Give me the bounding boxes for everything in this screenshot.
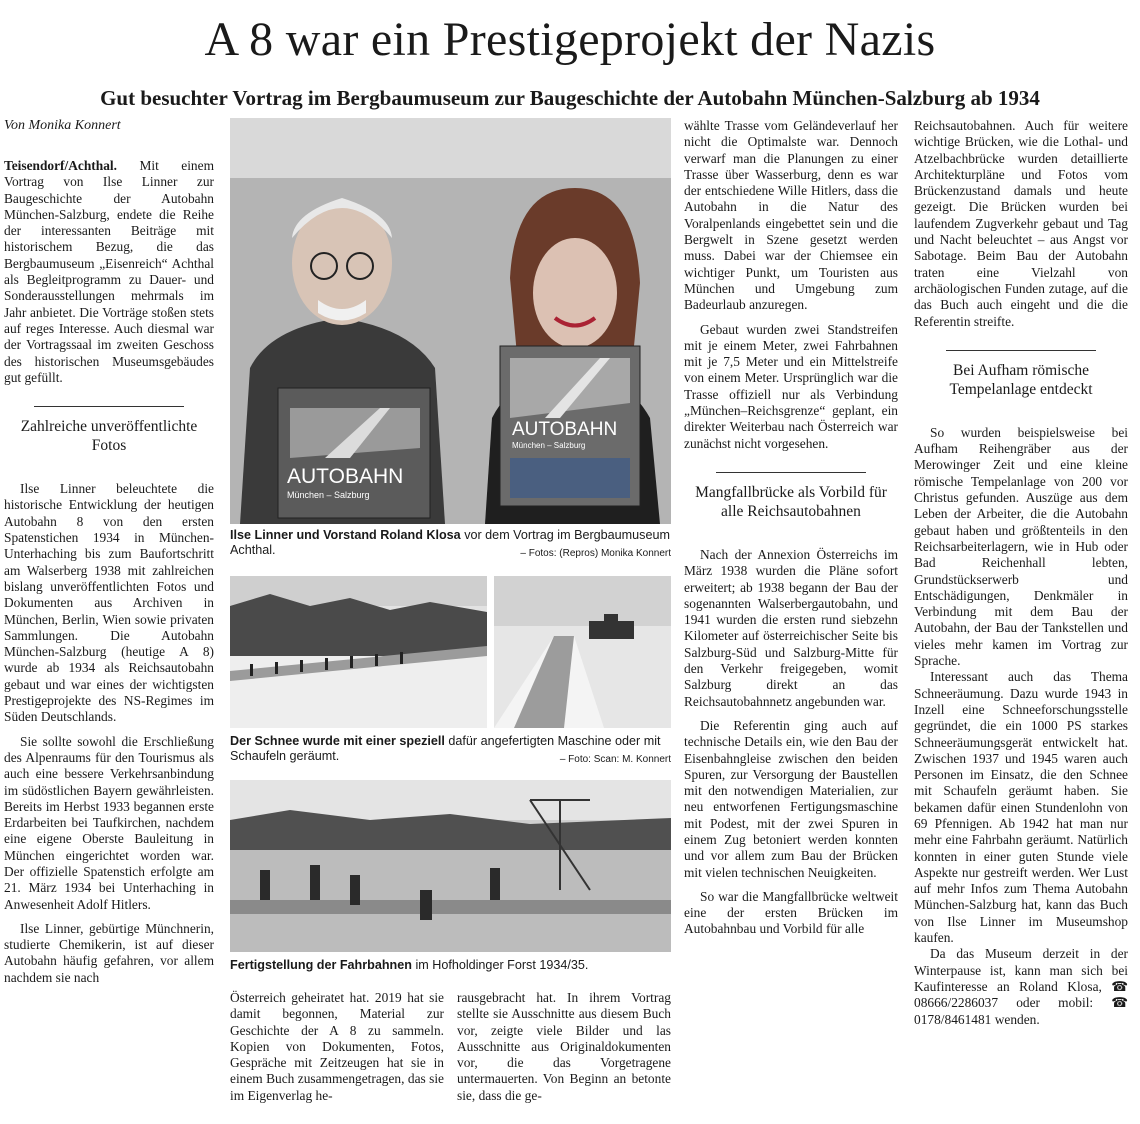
caption-bold: Ilse Linner und Vorstand Roland Klosa <box>230 528 461 542</box>
subheadline: Gut besuchter Vortrag im Bergbaumuseum zur Baugeschichte der Autobahn München-Salzburg ab 1934 <box>100 86 1040 110</box>
paragraph: Da das Museum derzeit in der Winterpause ist, kann man sich bei Kaufinteresse an Roland Klosa, ☎ 08666/2286037 oder mobil: ☎ 0178/8461481 wenden. <box>914 946 1128 1027</box>
book-subtitle-left: München – Salzburg <box>287 490 370 500</box>
paragraph: rausgebracht hat. In ihrem Vortrag stellte sie Ausschnitte aus diesem Buch vor, zeigte viele Bilder und las Ausschnitte aus Originaldokumenten vor, die das Vorgetragene untermauerten. Von Beginn an betonte sie, dass die ge- <box>457 990 671 1103</box>
book-subtitle-right: München – Salzburg <box>512 441 586 450</box>
paragraph: Die Referentin ging auch auf technische Details ein, wie den Bau der Eisenbahngleise zwischen den beiden Spuren, zur Versorgung der Baustellen mit den notwendigen Materialien, zur neu entworfenen Fertigungsmaschine mit Podest, mit der zwei Spuren in einem Zug betoniert werden konnten und vor allem zum Bau der Brücken mit vielen technischen Neuigkeiten. <box>684 717 898 880</box>
book-title-right: AUTOBAHN <box>512 419 618 440</box>
subheading-mangfall <box>684 472 898 521</box>
dateline: Teisendorf/Achthal. <box>4 158 117 173</box>
caption-text: im Hofholdinger Forst 1934/35. <box>415 958 589 972</box>
subheading-text: Bei Aufham römische Tempelanlage entdeckt <box>949 361 1093 398</box>
subheading-text: Mangfallbrücke als Vorbild für alle Reichsautobahnen <box>695 483 887 520</box>
credit-photo1: – Fotos: (Repros) Monika Konnert <box>520 548 671 559</box>
paragraph: Ilse Linner beleuchtete die historische Entwicklung der heutigen Autobahn 8 von den ersten Spatenstichen 1934 in München-Unterhaching bis zum Baufortschritt am Walserberg 1938 mit zahlreichen bislang unveröffentlichten Fotos und Dokumenten aus Archiven in München, Berlin, Wien sowie privaten Sammlungen. Die Autobahn München-Salzburg (heutige A 8) wurde ab 1934 als Reichsautobahn gebaut und war eines der wichtigsten Prestigeprojekte des NS-Regimes im Süden Deutschlands. <box>4 481 214 725</box>
column-1 <box>4 158 214 1118</box>
paragraph: Sie sollte sowohl die Erschließung des Alpenraums für den Tourismus als auch eine bessere Verkehrsanbindung im südöstlichen Bayern gewährleisten. Bereits im Herbst 1933 begannen erste Erdarbeiten bei Taufkirchen, nachdem eine eigene Oberste Bauleitung in München eingerichtet worden war. Der offizielle Spatenstich erfolgte am 21. März 1934 bei Unterhaching in Anwesenheit Adolf Hitlers. <box>4 733 214 912</box>
divider <box>946 350 1096 351</box>
column-5 <box>914 118 1128 1120</box>
divider <box>716 472 866 473</box>
construction-image <box>230 780 671 952</box>
paragraph: So wurden beispielsweise bei Aufham Reihengräber aus der Merowinger Zeit und eine kleine römische Tempelanlage von 200 vor Christus gefunden. Auszüge aus dem Leben der Arbeiter, die die Autobahn gebaut haben und größtenteils in den Reichsarbeiterlagern, wie in Hub oder Bad Reichenhall lebten, Grundstückserwerb und Entschädigungen, Denkmäler in Verbindung mit dem Bau der Autobahn, der Bau der Tankstellen und vieles mehr kamen im Vortrag zur Sprache. <box>914 424 1128 669</box>
subheading-fotos <box>4 406 214 455</box>
snow-road-image <box>230 576 487 728</box>
book-title-left: AUTOBAHN <box>287 465 404 488</box>
caption-text: dafür angefertigten Maschine oder mit Schaufeln geräumt. <box>230 734 661 763</box>
caption-bold: Der Schnee wurde mit einer speziell <box>230 734 445 748</box>
column-3 <box>457 990 671 1120</box>
lead-text: Mit einem Vortrag von Ilse Linner zur Baugeschichte der Autobahn München-Salzburg, endete die Reihe der interessanten Beiträge mit historischem Bezug, die das Bergbaumuseum „Eisenreich“ Achthal als Begleitprogramm zu Dauer- und Sonderausstellungen mehrmals im Jahr anbietet. Die Vorträge stoßen stets auf reges Interesse. Auch diesmal war der Vortragssaal im zweiten Geschoss des historischen Museumsgebäudes gut gefüllt. <box>4 158 214 385</box>
snow-machine-image <box>494 576 671 728</box>
headline: A 8 war ein Prestigeprojekt der Nazis <box>204 13 936 66</box>
photo-construction <box>230 780 671 952</box>
paragraph: Gebaut wurden zwei Standstreifen mit je einem Meter, zwei Fahrbahnen mit je 7,5 Meter und ein Mittelstreife von einem Meter. Ursprünglich war die Trasse offiziell nur als Verbindung „München–Reichsgrenze“ geplant, ein direkter Weiterbau nach Österreich war zunächst nicht vorgesehen. <box>684 321 898 451</box>
subheading-aufham <box>914 350 1128 399</box>
paragraph: Reichsautobahnen. Auch für weitere wichtige Brücken, wie die Lothal- und Atzelbachbrücke wurden detaillierte Architekturpläne und Fotos vom Brückenzustand damals und heute gezeigt. Die Brücken wurden bei laufendem Zugverkehr gebaut und Tag und Nacht beleuchtet – aus Angst vor Sabotage. Beim Bau der Autobahn traten eine Vielzahl von archäologischen Funden zutage, auf die das Buch auch eingeht und die die Referentin streifte. <box>914 118 1128 329</box>
photo-snow-machine <box>494 576 671 728</box>
column-4 <box>684 118 898 1120</box>
paragraph: wählte Trasse vom Geländeverlauf her nicht die Optimalste war. Dennoch verwarf man die Planungen zu einer Trasse über Wasserburg, denn es war der entschiedene Wille Hitlers, dass die Autobahn in die Natur des Voralpenlands eingebettet sein und die Bergwelt in Szene gesetzt werden muss. Dabei war der Chiemsee ein wichtiger Punkt, um Touristen aus München und Umgebung zum Badeurlaub anzuregen. <box>684 118 898 313</box>
paragraph: Österreich geheiratet hat. 2019 hat sie damit begonnen, Material zur Geschichte der A 8 zu sammeln. Kopien von Dokumenten, Fotos, Gespräche mit Zeitzeugen hat sie in einem Buch zusammengetragen, das sie im Eigenverlag he- <box>230 990 444 1103</box>
divider <box>34 406 184 407</box>
paragraph: So war die Mangfallbrücke weltweit eine der ersten Brücken im Autobahnbau und Vorbild für alle <box>684 888 898 937</box>
caption-photo3 <box>230 958 671 973</box>
caption-text: vor dem Vortrag im Bergbaumuseum Achthal. <box>230 528 670 557</box>
photo-snow-road <box>230 576 487 728</box>
photo-portrait <box>230 118 671 524</box>
credit-photo2: – Foto: Scan: M. Konnert <box>559 754 671 765</box>
subheading-text: Zahlreiche unveröffentlichte Fotos <box>20 418 198 455</box>
paragraph: Nach der Annexion Österreichs im März 1938 wurden die Pläne sofort erweitert; ab 1938 begann der Bau der sogenannten Walserbergautobahn, und 1941 wurden die ersten rund siebzehn Kilometer auf österreichischer Seite bis Salzburg-Süd und Salzburg-Mitte für den Verkehr freigegeben, womit Salzburg direkt an das Reichsautobahnnetz angebunden war. <box>684 546 898 709</box>
byline: Von Monika Konnert <box>4 118 121 133</box>
column-2 <box>230 990 444 1120</box>
paragraph: Interessant auch das Thema Schneeräumung. Dazu wurde 1943 in Inzell eine Schneeforschungsstelle gegründet, die ein 1000 PS starkes Schneeräumungsgerät entwickelt hat. Zwischen 1937 und 1945 waren auch Personen im Einsatz, die den Schnee mit Schaufeln geräumt haben. Sie bekamen dafür einen Stundenlohn von 69 Pfennigen. Ab 1942 hat man nur mehr eine Fahrbahn geräumt. Natürlich konnten in einer guten Stunde viele Aspekte nur gestreift werden. Wer Lust auf mehr Infos zum Thema Autobahn München-Salzburg hat, kann das Buch von Ilse Linner im Museumshop kaufen. <box>914 669 1128 946</box>
caption-bold: Fertigstellung der Fahrbahnen <box>230 958 412 972</box>
paragraph: Ilse Linner, gebürtige Münchnerin, studierte Chemikerin, ist auf dieser Autobahn häufig gefahren, vor allem nachdem sie nach <box>4 920 214 985</box>
portrait-image <box>230 118 671 524</box>
lead-paragraph <box>4 158 214 386</box>
